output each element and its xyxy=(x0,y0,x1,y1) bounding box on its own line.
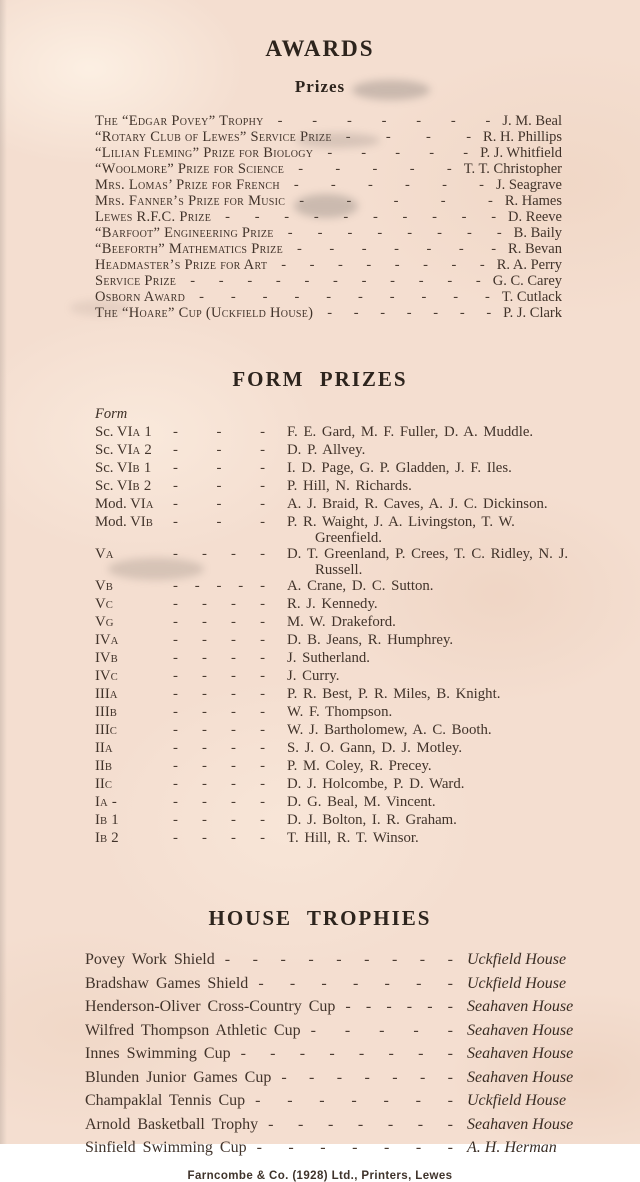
form-label-suffix: 1 xyxy=(140,460,152,476)
dash-leader: - - - xyxy=(173,442,265,458)
prize-winner: P. J. Whitfield xyxy=(480,145,562,161)
prize-title: The “Edgar Povey” Trophy xyxy=(95,113,264,129)
form-label-suffix: 2 xyxy=(140,478,152,494)
form-label-main: IV xyxy=(95,650,111,666)
form-winners: J. Curry. xyxy=(287,668,340,684)
dash-leader: - - - - xyxy=(173,596,265,612)
prize-title: “Beeforth” Mathematics Prize xyxy=(95,241,283,257)
form-label xyxy=(95,496,167,514)
dash-leader: - - - - - - - xyxy=(258,974,453,992)
prize-title: Osborn Award xyxy=(95,289,186,305)
form-label-suffix: - xyxy=(108,794,117,810)
dash-leader: - - - - - - xyxy=(293,177,484,193)
dash-leader: - - - xyxy=(173,478,265,494)
form-winners: D. G. Beal, M. Vincent. xyxy=(287,794,436,810)
dash-leader: - - - - - xyxy=(298,161,452,177)
form-label-stream: A xyxy=(110,636,119,647)
dash-leader: - - - - xyxy=(173,546,265,562)
prize-title: The “Hoare” Cup (Uckfield House) xyxy=(95,305,314,321)
form-label xyxy=(95,632,167,650)
trophy-holder: Uckfield House xyxy=(467,951,567,968)
dash-leader: - - - - - - - - xyxy=(281,257,485,273)
form-label xyxy=(95,578,167,596)
form-prize-row xyxy=(95,546,580,578)
dash-leader: - - - - - xyxy=(310,1021,453,1039)
dash-leader: - - - - xyxy=(173,722,265,738)
form-label-main: Mod. VI xyxy=(95,514,146,530)
form-prize-row xyxy=(95,478,580,496)
trophy-holder: Uckfield House xyxy=(467,974,567,992)
form-label-main: I xyxy=(95,794,100,810)
form-label-main: I xyxy=(95,830,100,846)
trophy-name: Povey Work Shield xyxy=(85,951,215,968)
form-prize-row xyxy=(95,794,580,812)
prize-row xyxy=(95,193,562,209)
prize-title: “Rotary Club of Lewes” Service Prize xyxy=(95,129,332,145)
form-label-main: I xyxy=(95,812,100,828)
prize-winner: D. Reeve xyxy=(508,209,562,225)
dash-leader: - - - - xyxy=(173,668,265,684)
dash-leader: - - - - xyxy=(173,758,265,774)
prize-row xyxy=(95,145,562,161)
dash-leader: - - - - xyxy=(173,704,265,720)
form-label xyxy=(95,546,167,564)
dash-leader: - - - - xyxy=(173,830,265,846)
prize-winner: R. Hames xyxy=(504,193,562,209)
form-label-stream: B xyxy=(145,518,154,529)
dash-leader: - - - - - - - xyxy=(297,241,497,257)
form-label-stream: A xyxy=(145,500,154,511)
dash-leader: - - - - - - - - - - xyxy=(199,289,490,305)
prize-row xyxy=(95,113,562,129)
form-label-stream: B xyxy=(105,582,114,593)
prize-winner: G. C. Carey xyxy=(492,273,562,289)
form-label xyxy=(95,830,167,848)
prize-row xyxy=(95,177,562,193)
form-label-stream: A xyxy=(109,690,118,701)
dash-leader: - - - - xyxy=(173,686,265,702)
prize-winner: R. A. Perry xyxy=(496,257,562,273)
form-winners: P. Hill, N. Richards. xyxy=(287,478,412,494)
prize-title: Service Prize xyxy=(95,273,177,289)
dash-leader: - - - - - - - xyxy=(277,113,491,129)
prize-title: “Lilian Fleming” Prize for Biology xyxy=(95,145,314,161)
form-label-suffix: 2 xyxy=(107,830,119,846)
house-trophy-row xyxy=(85,1022,585,1039)
trophy-name: Blunden Junior Games Cup xyxy=(85,1068,272,1086)
house-trophy-row xyxy=(85,1092,585,1109)
prize-row xyxy=(95,225,562,241)
form-label-main: III xyxy=(95,686,110,702)
trophy-holder: Seahaven House xyxy=(467,1115,574,1133)
form-label xyxy=(95,596,167,614)
trophy-name: Champaklal Tennis Cup xyxy=(85,1092,246,1109)
printer-imprint: Farncombe & Co. (1928) Ltd., Printers, Lewes xyxy=(187,1170,453,1182)
prize-row xyxy=(95,129,562,145)
dash-leader: - - - - xyxy=(173,794,265,810)
dash-leader: - - - xyxy=(173,460,265,476)
form-column-label: Form xyxy=(95,406,128,422)
form-prizes-list xyxy=(95,424,580,848)
trophy-holder: Seahaven House xyxy=(467,1045,574,1062)
form-winners: D. T. Greenland, P. Crees, T. C. Ridley, N. J. Russell. xyxy=(287,546,569,578)
form-label-stream: B xyxy=(99,834,108,845)
form-prize-row xyxy=(95,632,580,650)
form-label-main: II xyxy=(95,776,105,792)
trophy-holder: Seahaven House xyxy=(467,998,574,1015)
form-label-stream: B xyxy=(99,816,108,827)
house-trophy-row xyxy=(85,1045,585,1062)
dash-leader: - - - - - - - - xyxy=(287,225,502,241)
form-label-stream: C xyxy=(110,672,119,683)
form-label-stream: G xyxy=(105,618,114,629)
trophy-holder: Seahaven House xyxy=(467,1068,574,1086)
form-label-stream: B xyxy=(132,482,141,493)
form-label xyxy=(95,460,167,478)
form-winners: D. J. Bolton, I. R. Graham. xyxy=(287,812,457,828)
prize-title: Mrs. Lomas’ Prize for French xyxy=(95,177,280,193)
form-prize-row xyxy=(95,758,580,776)
form-prize-row xyxy=(95,686,580,704)
form-label-main: Sc. VI xyxy=(95,442,133,458)
form-winners: A. J. Braid, R. Caves, A. J. C. Dickinson. xyxy=(287,496,548,512)
form-prize-row xyxy=(95,704,580,722)
prize-winner: P. J. Clark xyxy=(503,305,562,321)
form-label xyxy=(95,758,167,776)
dash-leader: - - - - xyxy=(173,776,265,792)
dash-leader: - - - - xyxy=(173,632,265,648)
form-label xyxy=(95,686,167,704)
page-title: AWARDS xyxy=(265,36,375,61)
form-label-suffix: 2 xyxy=(140,442,152,458)
form-winners: F. E. Gard, M. F. Fuller, D. A. Muddle. xyxy=(287,424,534,440)
form-label-main: Sc. VI xyxy=(95,478,133,494)
form-prize-row xyxy=(95,424,580,442)
dash-leader: - - - xyxy=(173,514,265,530)
form-label-main: V xyxy=(95,578,106,594)
house-trophy-row xyxy=(85,1069,585,1086)
form-label xyxy=(95,668,167,686)
form-prize-row xyxy=(95,596,580,614)
form-winners: M. W. Drakeford. xyxy=(287,614,396,630)
house-trophy-row xyxy=(85,998,585,1015)
form-label-stream: A xyxy=(105,550,114,561)
form-prize-row xyxy=(95,514,580,546)
form-label-stream: B xyxy=(132,464,141,475)
form-label-stream: A xyxy=(99,798,109,809)
form-prize-row xyxy=(95,740,580,758)
dash-leader: - - - - - - - xyxy=(268,1115,453,1133)
form-prize-row xyxy=(95,722,580,740)
form-label-stream: C xyxy=(109,726,118,737)
dash-leader: - - - xyxy=(173,424,265,440)
prize-row xyxy=(95,257,562,273)
prize-winner: T. T. Christopher xyxy=(463,161,562,177)
dash-leader: - - - - - - - xyxy=(255,1092,453,1109)
dash-leader: - - - - xyxy=(173,812,265,828)
form-label xyxy=(95,794,167,812)
form-label-suffix: 1 xyxy=(107,812,119,828)
house-trophies-heading: HOUSE TROPHIES xyxy=(208,906,432,930)
prize-row xyxy=(95,161,562,177)
dash-leader: - - - - - xyxy=(173,578,265,594)
prizes-list xyxy=(95,113,562,321)
form-label xyxy=(95,704,167,722)
trophy-name: Bradshaw Games Shield xyxy=(85,974,249,992)
form-winners: T. Hill, R. T. Winsor. xyxy=(287,830,419,846)
dash-leader: - - - - - - - - - - - xyxy=(190,273,481,289)
form-prize-row xyxy=(95,578,580,596)
prize-winner: J. Seagrave xyxy=(495,177,562,193)
form-label-suffix: 1 xyxy=(140,424,152,440)
dash-leader: - - - - - xyxy=(327,145,469,161)
dash-leader: - - - - - - - - xyxy=(240,1045,453,1062)
prize-row xyxy=(95,305,562,321)
form-label-stream: B xyxy=(110,654,119,665)
form-prizes-heading: FORM PRIZES xyxy=(232,367,408,391)
form-label xyxy=(95,442,167,460)
trophy-holder: Uckfield House xyxy=(467,1092,567,1109)
form-label-main: III xyxy=(95,722,110,738)
house-trophy-row xyxy=(85,951,585,968)
trophy-holder: A. H. Herman xyxy=(467,1139,557,1156)
form-label-main: Sc. VI xyxy=(95,424,133,440)
form-label-main: IV xyxy=(95,668,111,684)
form-label xyxy=(95,812,167,830)
house-trophy-row xyxy=(85,1116,585,1133)
dash-leader: - - - - - xyxy=(299,193,493,209)
trophy-holder: Seahaven House xyxy=(467,1021,574,1039)
prize-row xyxy=(95,209,562,225)
trophy-name: Arnold Basketball Trophy xyxy=(85,1115,259,1133)
prize-winner: B. Baily xyxy=(513,225,562,241)
dash-leader: - - - - - - - - - xyxy=(224,951,453,968)
prize-winner: J. M. Beal xyxy=(502,113,562,129)
form-label xyxy=(95,614,167,632)
dash-leader: - - - - - - xyxy=(345,998,453,1015)
prize-row xyxy=(95,273,562,289)
form-prize-row xyxy=(95,776,580,794)
form-prize-row xyxy=(95,614,580,632)
form-label-stream: B xyxy=(104,762,113,773)
trophy-name: Sinfield Swimming Cup xyxy=(85,1139,247,1156)
form-label-main: II xyxy=(95,740,105,756)
prize-title: Mrs. Fanner’s Prize for Music xyxy=(95,193,286,209)
dash-leader: - - - - xyxy=(345,129,472,145)
form-label-stream: C xyxy=(105,600,114,611)
form-label-main: II xyxy=(95,758,105,774)
form-winners: D. P. Allvey. xyxy=(287,442,366,458)
form-label xyxy=(95,478,167,496)
form-prize-row xyxy=(95,830,580,848)
prize-row xyxy=(95,289,562,305)
form-label xyxy=(95,740,167,758)
prize-winner: T. Cutlack xyxy=(501,289,562,305)
form-prize-row xyxy=(95,496,580,514)
form-prize-row xyxy=(95,650,580,668)
scan-edge-shadow xyxy=(0,0,7,1144)
form-winners: A. Crane, D. C. Sutton. xyxy=(287,578,434,594)
form-label-main: IV xyxy=(95,632,111,648)
house-trophy-row xyxy=(85,1139,585,1156)
prize-title: “Barfoot” Engineering Prize xyxy=(95,225,274,241)
form-winners: P. R. Best, P. R. Miles, B. Knight. xyxy=(287,686,501,702)
form-label-stream: A xyxy=(132,446,141,457)
form-winners: J. Sutherland. xyxy=(287,650,370,666)
form-label-stream: A xyxy=(104,744,114,755)
dash-leader: - - - - - - - xyxy=(256,1139,453,1156)
form-label-main: V xyxy=(95,596,106,612)
form-label-main: Mod. VI xyxy=(95,496,146,512)
prize-title: Lewes R.F.C. Prize xyxy=(95,209,212,225)
dash-leader: - - - - xyxy=(173,740,265,756)
trophy-name: Innes Swimming Cup xyxy=(85,1045,231,1062)
dash-leader: - - - - xyxy=(173,614,265,630)
form-prize-row xyxy=(95,668,580,686)
form-prize-row xyxy=(95,442,580,460)
form-winners: D. B. Jeans, R. Humphrey. xyxy=(287,632,454,648)
prize-winner: R. Bevan xyxy=(508,241,562,257)
form-label-main: V xyxy=(95,614,106,630)
form-winners: S. J. O. Gann, D. J. Motley. xyxy=(287,740,463,756)
prize-title: Headmaster’s Prize for Art xyxy=(95,257,268,273)
prize-title: “Woolmore” Prize for Science xyxy=(95,161,285,177)
form-label-stream: A xyxy=(132,428,141,439)
form-prize-row xyxy=(95,460,580,478)
dash-leader: - - - - xyxy=(173,650,265,666)
dash-leader: - - - xyxy=(173,496,265,512)
form-winners: I. D. Page, G. P. Gladden, J. F. Iles. xyxy=(287,460,512,476)
house-trophy-row xyxy=(85,975,585,992)
prize-row xyxy=(95,241,562,257)
dash-leader: - - - - - - - - - - xyxy=(225,209,497,225)
form-label-stream: B xyxy=(109,708,118,719)
form-label xyxy=(95,514,167,532)
form-label xyxy=(95,722,167,740)
trophy-name: Wilfred Thompson Athletic Cup xyxy=(85,1021,301,1039)
form-winners: D. J. Holcombe, P. D. Ward. xyxy=(287,776,465,792)
form-prize-row xyxy=(95,812,580,830)
form-label-main: III xyxy=(95,704,110,720)
dash-leader: - - - - - - - xyxy=(327,305,492,321)
form-label-main: Sc. VI xyxy=(95,460,133,476)
form-winners: P. M. Coley, R. Precey. xyxy=(287,758,432,774)
trophy-name: Henderson-Oliver Cross-Country Cup xyxy=(85,998,336,1015)
form-winners: P. R. Waight, J. A. Livingston, T. W. Greenfield. xyxy=(287,514,515,546)
form-label xyxy=(95,776,167,794)
form-winners: W. J. Bartholomew, A. C. Booth. xyxy=(287,722,492,738)
prize-winner: R. H. Phillips xyxy=(483,129,562,145)
form-winners: R. J. Kennedy. xyxy=(287,596,378,612)
form-label-stream: C xyxy=(104,780,113,791)
form-label xyxy=(95,650,167,668)
prizes-subtitle: Prizes xyxy=(294,77,346,96)
form-label-main: V xyxy=(95,546,106,562)
dash-leader: - - - - - - - xyxy=(281,1068,453,1086)
house-trophies-list xyxy=(85,951,585,1156)
form-label xyxy=(95,424,167,442)
form-winners: W. F. Thompson. xyxy=(287,704,393,720)
